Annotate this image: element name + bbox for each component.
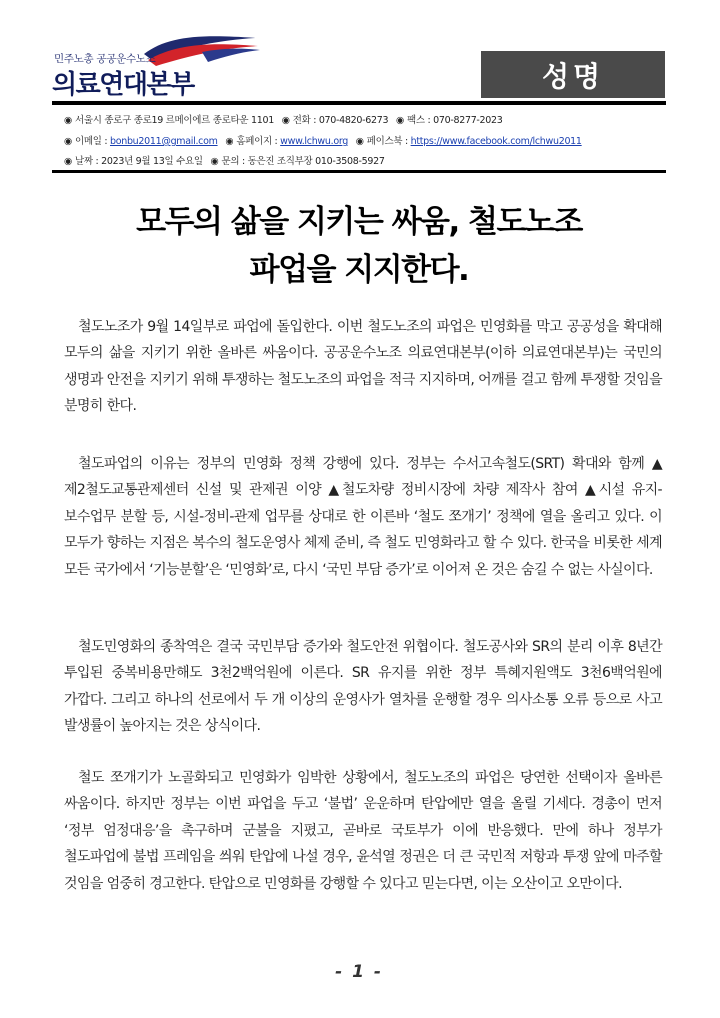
fax-text: 팩스 : 070-8277-2023 [407,115,503,126]
email-link[interactable]: bonbu2011@gmail.com [109,136,218,147]
logo-org-name: 의료연대본부 [52,70,194,100]
bullet-icon: ◉ [64,156,72,167]
statement-badge: 성명 [481,51,665,98]
title-line-1: 모두의 삶을 지키는 싸움, 철도노조 [136,204,582,240]
info-line-3 [64,153,385,167]
info-line-1 [64,112,503,126]
bullet-icon: ◉ [64,115,72,126]
body-paragraph: 철도파업의 이유는 정부의 민영화 정책 강행에 있다. 정부는 수서고속철도(SRT) 확대와 함께 ▲제2철도교통관제센터 신설 및 관제권 이양 ▲철도차량 정비시장에 차량 제작사 참여 ▲시설 유지-보수업무 분할 등, 시설-정비-관제 업무를 상대로 한 이른바 ‘철도 쪼개기’ 정책에 열을 올리고 있다. 이 모두가 향하는 지점은 복수의 철도운영사 체제 준비, 즉 철도 민영화라고 할 수 있다. 한국을 비롯한 세계 모든 국가에서 ‘기능분할’은 ‘민영화’로, 다시 ‘국민 부담 증가’로 이어져 온 것은 숨길 수 없는 사실이다. [64,456,662,578]
date-text: 날짜 : 2023년 9월 13일 수요일 [75,156,203,167]
organization-logo [52,30,262,100]
email-label: 이메일 : [75,136,110,147]
bullet-icon: ◉ [225,136,234,147]
facebook-link[interactable]: https://www.facebook.com/lchwu2011 [410,136,582,147]
bullet-icon: ◉ [355,136,364,147]
bullet-icon: ◉ [210,156,219,167]
logo-union-name: 민주노총 공공운수노조 [54,53,156,65]
title-line-2: 파업을 지지한다. [249,252,469,288]
homepage-link[interactable]: www.lchwu.org [280,136,349,147]
body-paragraph: 철도노조가 9월 14일부로 파업에 돌입한다. 이번 철도노조의 파업은 민영화를 막고 공공성을 확대해 모두의 삶을 지키기 위한 올바른 싸움이다. 공공운수노조 의료연대본부(이하 의료연대본부)는 국민의 생명과 안전을 지키기 위해 투쟁하는 철도노조의 파업을 적극 지지하며, 어깨를 걸고 함께 투쟁할 것임을 분명히 한다. [64,319,662,415]
address-text: 서울시 종로구 종로19 르메이에르 종로타운 1101 [75,115,274,126]
contact-text: 문의 : 동은진 조직부장 010-3508-5927 [221,156,385,167]
bullet-icon: ◉ [396,115,404,126]
facebook-label: 페이스북 : [366,136,411,147]
body-paragraph: 철도민영화의 종착역은 결국 국민부담 증가와 철도안전 위협이다. 철도공사와 SR의 분리 이후 8년간 투입된 중복비용만해도 3천2백억원에 이른다. SR 유지를 위한 정부 특혜지원액도 3천6백억원에 가깝다. 그리고 하나의 선로에서 두 개 이상의 운영사가 열차를 운행할 경우 의사소통 오류 등으로 사고 발생률이 높아지는 것은 상식이다. [64,639,662,735]
homepage-label: 홈페이지 : [236,136,281,147]
phone-text: 전화 : 070-4820-6273 [292,115,389,126]
page-number: - 1 - [335,962,383,982]
bullet-icon: ◉ [281,115,290,126]
body-paragraph: 철도 쪼개기가 노골화되고 민영화가 임박한 상황에서, 철도노조의 파업은 당연한 선택이자 올바른 싸움이다. 하지만 정부는 이번 파업을 두고 ‘불법’ 운운하며 탄압에만 열을 올릴 기세다. 경총이 먼저 ‘정부 엄정대응’을 촉구하며 군불을 지폈고, 곧바로 국토부가 이에 반응했다. 만에 하나 정부가 철도파업에 불법 프레임을 씌워 탄압에 나설 경우, 윤석열 정권은 더 큰 국민적 저항과 투쟁 앞에 마주할 것임을 엄중히 경고한다. 탄압으로 민영화를 강행할 수 있다고 믿는다면, 이는 오산이고 오만이다. [64,770,662,892]
info-line-2 [64,133,582,147]
header-rule-bottom [52,170,666,173]
header-rule-top [52,101,666,105]
bullet-icon: ◉ [64,136,72,147]
